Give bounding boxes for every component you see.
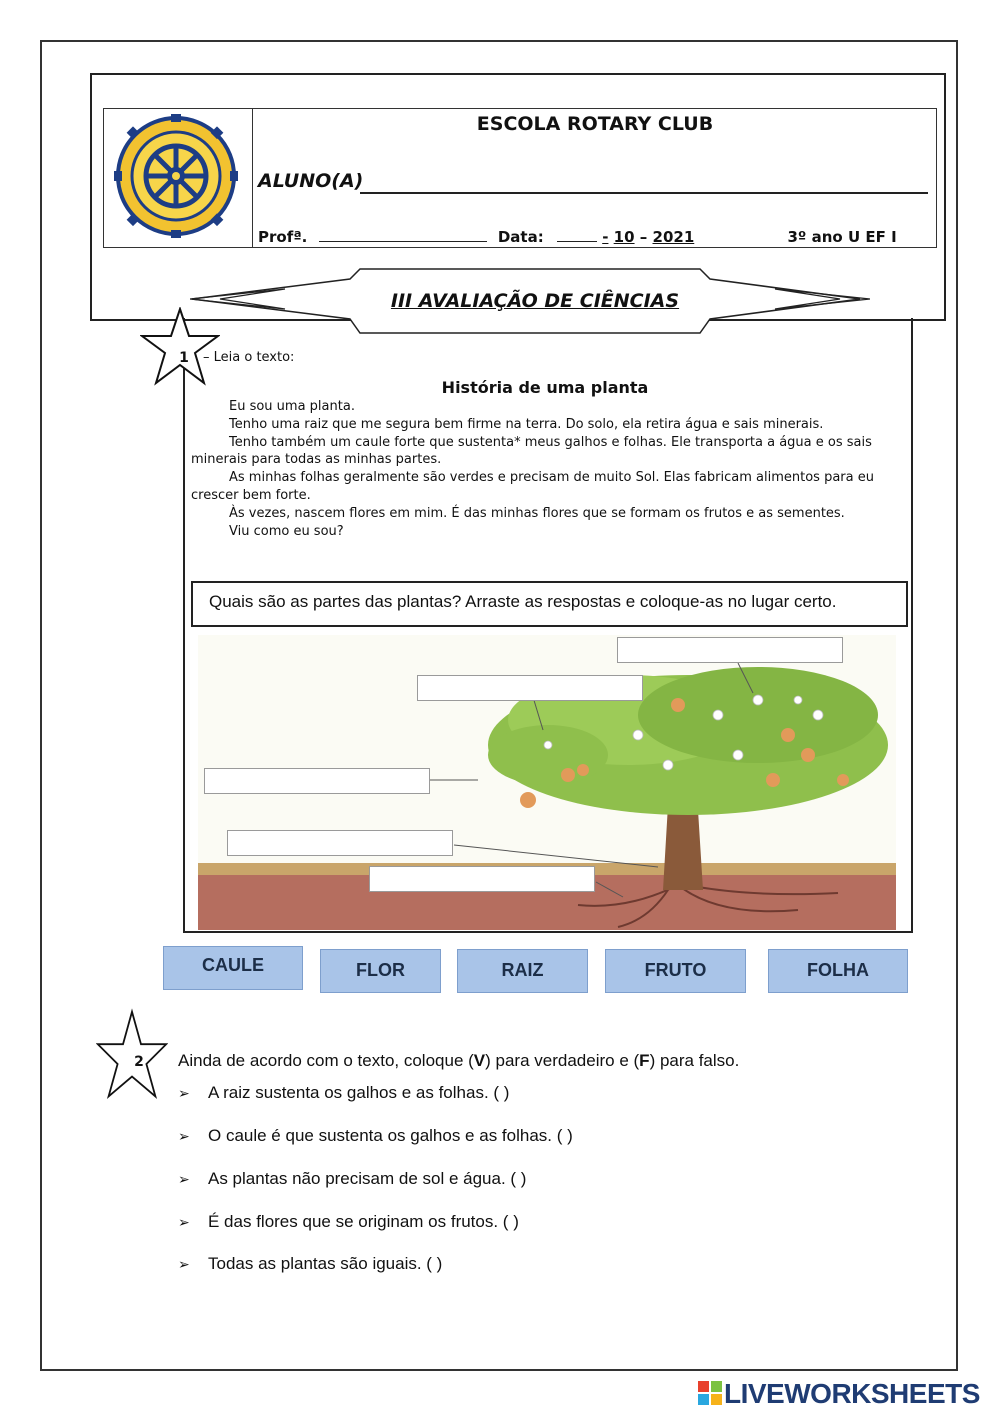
student-name-line xyxy=(360,192,928,194)
story-paragraph: Viu como eu sou? xyxy=(229,523,344,539)
story-paragraph: Tenho também um caule forte que sustenta* meus galhos e folhas. Ele transporta a água e os sais minerais para todas as minhas partes. xyxy=(191,434,872,468)
answer-drop-box[interactable] xyxy=(617,637,843,663)
statement-item xyxy=(178,1254,442,1274)
date-year: 2021 xyxy=(652,228,695,246)
date-separator-2: – xyxy=(639,228,648,246)
arrow-bullet-icon: ➢ xyxy=(178,1171,190,1187)
story-paragraph: Eu sou uma planta. xyxy=(229,399,355,414)
answer-chip-folha[interactable]: FOLHA xyxy=(768,949,908,993)
answer-chip-caule[interactable]: CAULE xyxy=(163,946,303,990)
star-icon xyxy=(140,307,220,387)
drag-prompt: Quais são as partes das plantas? Arraste as respostas e coloque-as no lugar certo. xyxy=(191,581,908,627)
arrow-bullet-icon: ➢ xyxy=(178,1256,190,1272)
arrow-bullet-icon: ➢ xyxy=(178,1128,190,1144)
story-paragraph: Às vezes, nascem flores em mim. É das minhas flores que se formam os frutos e as sementes. xyxy=(229,505,845,521)
true-false-statement[interactable]: As plantas não precisam de sol e água. ( ) xyxy=(208,1169,527,1188)
answer-drop-box[interactable] xyxy=(417,675,643,701)
answer-chip-flor[interactable]: FLOR xyxy=(320,949,441,993)
story-paragraph: As minhas folhas geralmente são verdes e precisam de muito Sol. Elas fabricam alimentos para eu crescer bem forte. xyxy=(191,470,874,503)
exam-title: III AVALIAÇÃO DE CIÊNCIAS xyxy=(390,290,680,312)
statement-item xyxy=(178,1083,509,1103)
date-label: Data: xyxy=(497,228,544,246)
arrow-bullet-icon: ➢ xyxy=(178,1085,190,1101)
story-title: História de uma planta xyxy=(441,378,649,397)
liveworksheets-logo-icon xyxy=(698,1381,722,1405)
date-separator-1: - xyxy=(602,228,609,246)
story-text xyxy=(191,398,891,540)
statement-item xyxy=(178,1212,519,1232)
date-month: 10 xyxy=(613,228,635,246)
answer-drop-box[interactable] xyxy=(369,866,595,892)
question-2-instruction: Ainda de acordo com o texto, coloque (V) para verdadeiro e (F) para falso. xyxy=(178,1051,740,1070)
question-2-number: 2 xyxy=(134,1054,144,1070)
statement-item xyxy=(178,1126,573,1146)
story-paragraph: Tenho uma raiz que me segura bem firme na terra. Do solo, ela retira água e sais minerais. xyxy=(229,416,824,432)
arrow-bullet-icon: ➢ xyxy=(178,1214,190,1230)
rotary-logo-icon xyxy=(103,108,253,248)
answer-chip-raiz[interactable]: RAIZ xyxy=(457,949,588,993)
answer-drop-box[interactable] xyxy=(204,768,430,794)
student-label: ALUNO(A) xyxy=(258,170,364,192)
teacher-date-row xyxy=(258,228,897,246)
read-instruction: – Leia o texto: xyxy=(203,350,295,365)
true-false-statement[interactable]: Todas as plantas são iguais. ( ) xyxy=(208,1254,443,1273)
school-name: ESCOLA ROTARY CLUB xyxy=(476,113,714,135)
question-1-number: 1 xyxy=(179,350,189,366)
teacher-line xyxy=(319,241,487,242)
grade-label: 3º ano U EF I xyxy=(787,228,897,246)
day-line xyxy=(557,241,597,242)
liveworksheets-brand[interactable]: LIVEWORKSHEETS xyxy=(724,1378,980,1409)
true-false-statement[interactable]: É das flores que se originam os frutos. ( ) xyxy=(208,1212,519,1231)
true-false-statement[interactable]: O caule é que sustenta os galhos e as folhas. ( ) xyxy=(208,1126,573,1145)
teacher-label: Profª. xyxy=(258,228,308,246)
answer-drop-box[interactable] xyxy=(227,830,453,856)
true-false-statement[interactable]: A raiz sustenta os galhos e as folhas. ( ) xyxy=(208,1083,510,1102)
logo-cell xyxy=(103,108,253,248)
statement-item xyxy=(178,1169,526,1189)
answer-chip-fruto[interactable]: FRUTO xyxy=(605,949,746,993)
